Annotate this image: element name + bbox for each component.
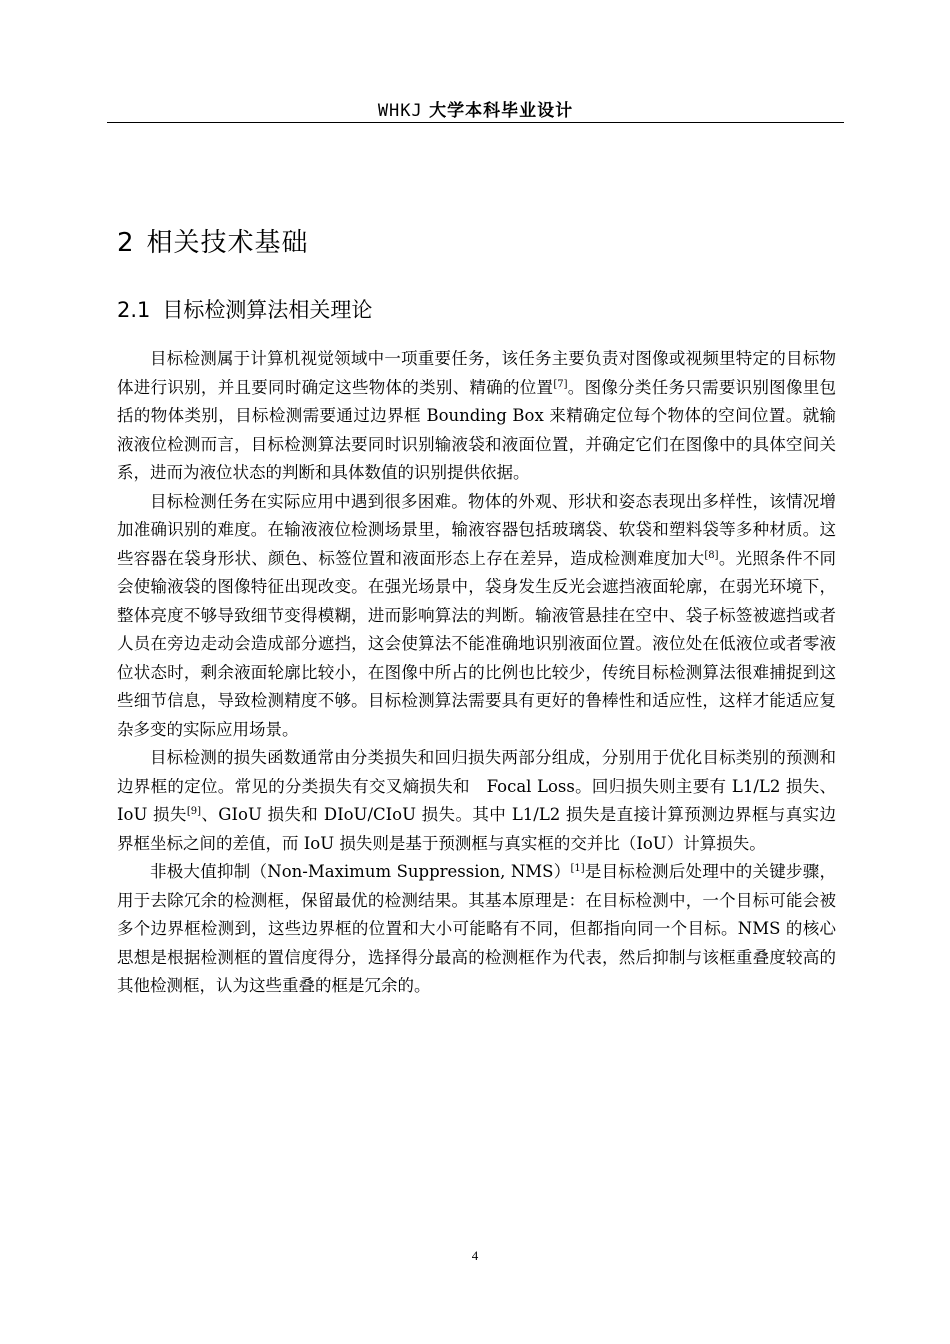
- section-number: 2.1: [117, 298, 151, 322]
- chapter-heading: [117, 222, 309, 259]
- section-heading: [117, 294, 372, 324]
- page-number: 4: [471, 1248, 479, 1263]
- header-title: 大学本科毕业设计: [429, 101, 574, 121]
- page-header: [107, 96, 844, 122]
- paragraph: [117, 744, 836, 858]
- chapter-title: 相关技术基础: [146, 228, 309, 258]
- paragraph-text: 。图像分类任务只需要识别图像里包括的物体类别，目标检测需要通过边界框 Bounding Box 来精确定位每个物体的空间位置。就输液液位检测而言，目标检测算法要同时识别输液袋和液面位置，并确定它们在图像中的具体空间关系，进而为液位状态的判断和具体数值的识别提供依据。: [117, 377, 837, 482]
- paragraph-text: 目标检测的损失函数通常由分类损失和回归损失两部分组成，分别用于优化目标类别的预测和边界框的定位。常见的分类损失有交叉熵损失和 Focal Loss。回归损失则主要有 L1/L2 损失、IoU 损失: [117, 748, 836, 824]
- paragraph-text: 是目标检测后处理中的关键步骤，用于去除冗余的检测框，保留最优的检测结果。其基本原理是：在目标检测中，一个目标可能会被多个边界框检测到，这些边界框的位置和大小可能略有不同，但都指向同一个目标。NMS 的核心思想是根据检测框的置信度得分，选择得分最高的检测框作为代表，然后抑制与该框重叠度较高的其他检测框，认为这些重叠的框是冗余的。: [117, 862, 837, 995]
- paragraph: [117, 488, 836, 745]
- paragraph: [117, 345, 836, 488]
- paragraph-text: 、GIoU 损失和 DIoU/CIoU 损失。其中 L1/L2 损失是直接计算预测边界框与真实边界框坐标之间的差值，而 IoU 损失则是基于预测框与真实框的交并比（IoU）计算损失。: [117, 805, 837, 853]
- header-org: WHKJ: [377, 101, 423, 121]
- paragraph-text: 非极大值抑制（Non-Maximum Suppression, NMS）: [150, 862, 571, 881]
- citation: [8]: [704, 549, 719, 561]
- body-text: [117, 345, 836, 1001]
- paragraph-text: 目标检测任务在实际应用中遇到很多困难。物体的外观、形状和姿态表现出多样性，该情况增加准确识别的难度。在输液液位检测场景里，输液容器包括玻璃袋、软袋和塑料袋等多种材质。这些容器在袋身形状、颜色、标签位置和液面形态上存在差异，造成检测难度加大: [117, 491, 836, 568]
- chapter-number: 2: [117, 228, 135, 258]
- citation: [7]: [553, 378, 568, 390]
- header-rule: [107, 122, 844, 123]
- paragraph-text: 。光照条件不同会使输液袋的图像特征出现改变。在强光场景中，袋身发生反光会遮挡液面轮廓，在弱光环境下，整体亮度不够导致细节变得模糊，进而影响算法的判断。输液管悬挂在空中、袋子标签被遮挡或者人员在旁边走动会造成部分遮挡，这会使算法不能准确地识别液面位置。液位处在低液位或者零液位状态时，剩余液面轮廓比较小，在图像中所占的比例也比较少，传统目标检测算法很难捕捉到这些细节信息，导致检测精度不够。目标检测算法需要具有更好的鲁棒性和适应性，这样才能适应复杂多变的实际应用场景。: [117, 548, 837, 739]
- paragraph-text: 目标检测属于计算机视觉领域中一项重要任务，该任务主要负责对图像或视频里特定的目标物体进行识别，并且要同时确定这些物体的类别、精确的位置: [117, 349, 836, 397]
- paragraph: [117, 858, 836, 1001]
- citation: [1]: [570, 863, 585, 874]
- section-title: 目标检测算法相关理论: [162, 298, 373, 322]
- citation: [9]: [186, 806, 201, 817]
